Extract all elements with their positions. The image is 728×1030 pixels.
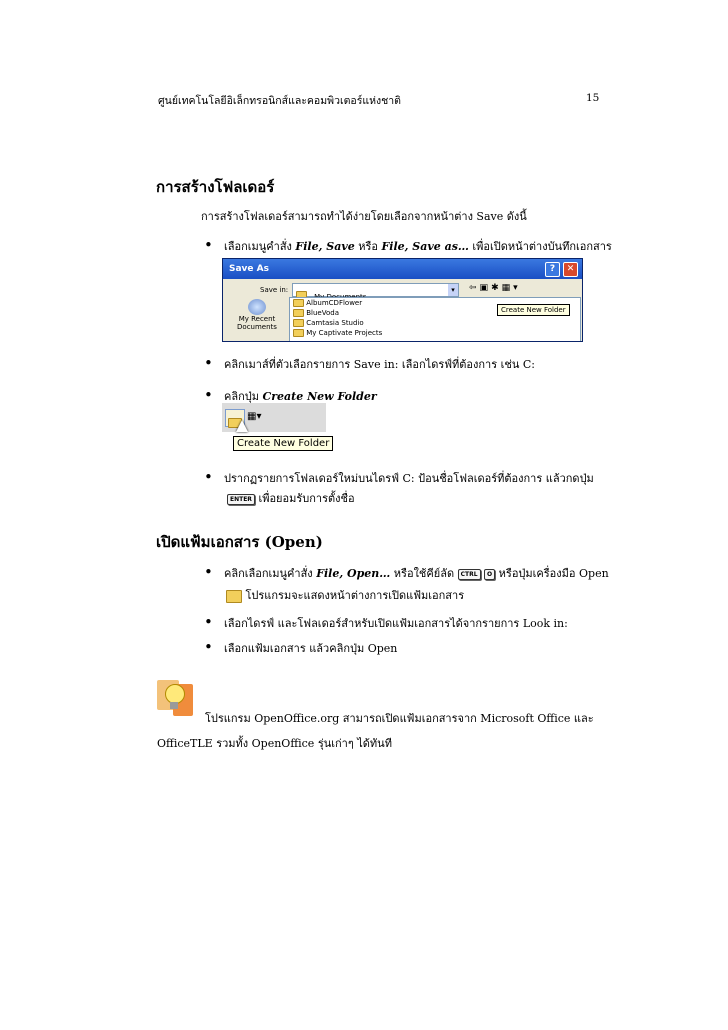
- folder-icon: [293, 299, 304, 307]
- folder-name: BlueVoda: [306, 309, 339, 317]
- step-select-file: เลือกแฟ้มเอกสาร แล้วคลิกปุ่ม Open: [224, 642, 398, 655]
- new-folder-icon[interactable]: ✱: [491, 283, 502, 293]
- help-icon[interactable]: ?: [545, 262, 560, 277]
- running-header: ศูนย์เทคโนโลยีอิเล็กทรอนิกส์และคอมพิวเตอร์แห่งชาติ: [158, 95, 401, 107]
- save-in-label: Save in:: [260, 286, 289, 294]
- section-heading-create-folder: การสร้างโฟลเดอร์: [156, 178, 275, 196]
- step-new-folder-appears: ปรากฏรายการโฟลเดอร์ใหม่บนไดรฟ์ C: ป้อนชื่อโฟลเดอร์ที่ต้องการ แล้วกดปุ่ม: [224, 472, 594, 485]
- save-as-dialog: [222, 258, 583, 342]
- folder-name: My Captivate Projects: [306, 329, 383, 337]
- menu-command: File, Open…: [316, 567, 391, 580]
- dialog-titlebar: [223, 259, 582, 279]
- step-confirm-name: [227, 489, 355, 507]
- step-text: เลือกเมนูคำสั่ง: [224, 240, 292, 253]
- enter-key-icon: ENTER: [227, 494, 255, 505]
- place-label: My Recent: [238, 315, 276, 323]
- close-icon[interactable]: ✕: [563, 262, 578, 277]
- chevron-down-icon[interactable]: ▾: [448, 284, 458, 296]
- step-text: เพื่อยอมรับการตั้งชื่อ: [258, 492, 355, 505]
- recent-documents-icon[interactable]: [248, 299, 266, 315]
- step-text: คลิกปุ่ม: [224, 390, 259, 403]
- mouse-cursor-icon: [236, 420, 248, 432]
- tip-line-1: โปรแกรม OpenOffice.org สามารถเปิดแฟ้มเอกสารจาก Microsoft Office และ: [205, 712, 594, 725]
- step-text: เพื่อเปิดหน้าต่างบันทึกเอกสาร: [472, 240, 612, 253]
- page-number: 15: [586, 92, 600, 104]
- folder-icon: [293, 329, 304, 337]
- views-icon[interactable]: ▦▾: [501, 283, 521, 293]
- step-text: หรือ: [358, 240, 378, 253]
- step-text: โปรแกรมจะแสดงหน้าต่างการเปิดแฟ้มเอกสาร: [245, 589, 465, 602]
- step-text: หรือปุ่มเครื่องมือ Open: [498, 567, 609, 580]
- open-folder-icon: [226, 590, 242, 603]
- list-item[interactable]: [290, 318, 580, 328]
- dialog-title: Save As: [229, 264, 269, 274]
- place-label: Documents: [237, 323, 277, 331]
- folder-name: AlbumCDFlower: [306, 299, 363, 307]
- bullet-icon: •: [204, 236, 213, 254]
- bullet-icon: •: [204, 638, 213, 656]
- bullet-icon: •: [204, 468, 213, 486]
- bullet-icon: •: [204, 613, 213, 631]
- step-select-location: เลือกไดรฟ์ และโฟลเดอร์สำหรับเปิดแฟ้มเอกสารได้จากรายการ Look in:: [224, 617, 568, 630]
- bullet-icon: •: [204, 386, 213, 404]
- views-icon[interactable]: ▦▾: [247, 411, 262, 422]
- place-my-recent-documents[interactable]: [227, 315, 287, 331]
- o-key-icon: O: [484, 569, 495, 580]
- back-icon[interactable]: ⇦: [469, 283, 480, 293]
- step-select-drive: คลิกเมาส์ที่ตัวเลือกรายการ Save in: เลือกไดรฟ์ที่ต้องการ เช่น C:: [224, 358, 536, 371]
- step-open-save-dialog: [224, 237, 612, 255]
- folder-name: Camtasia Studio: [306, 319, 364, 327]
- step-text: คลิกเลือกเมนูคำสั่ง: [224, 567, 313, 580]
- intro-paragraph: การสร้างโฟลเดอร์สามารถทำได้ง่ายโดยเลือกจากหน้าต่าง Save ดังนี้: [201, 210, 527, 223]
- tooltip: Create New Folder: [233, 436, 333, 451]
- step-open-file-cont: [226, 586, 464, 604]
- ctrl-key-icon: CTRL: [458, 569, 481, 580]
- folder-icon: [293, 319, 304, 327]
- places-bar: [227, 297, 287, 341]
- bullet-icon: •: [204, 563, 213, 581]
- menu-command: File, Save as…: [381, 240, 469, 253]
- step-open-file: [224, 564, 609, 582]
- up-folder-icon[interactable]: ▣: [479, 283, 492, 293]
- tip-line-2: OfficeTLE รวมทั้ง OpenOffice รุ่นเก่าๆ ได้ทันที: [157, 737, 392, 750]
- button-name: Create New Folder: [262, 390, 377, 403]
- section-heading-open-document: เปิดแฟ้มเอกสาร (Open): [156, 533, 323, 551]
- folder-icon: [293, 309, 304, 317]
- step-text: หรือใช้คีย์ลัด: [393, 567, 455, 580]
- bullet-icon: •: [204, 354, 213, 372]
- lightbulb-icon: [157, 680, 197, 718]
- dialog-toolbar: [469, 283, 521, 293]
- save-in-dropdown[interactable]: [292, 283, 459, 297]
- tooltip: Create New Folder: [497, 304, 570, 316]
- list-item[interactable]: [290, 328, 580, 338]
- menu-command: File, Save: [295, 240, 355, 253]
